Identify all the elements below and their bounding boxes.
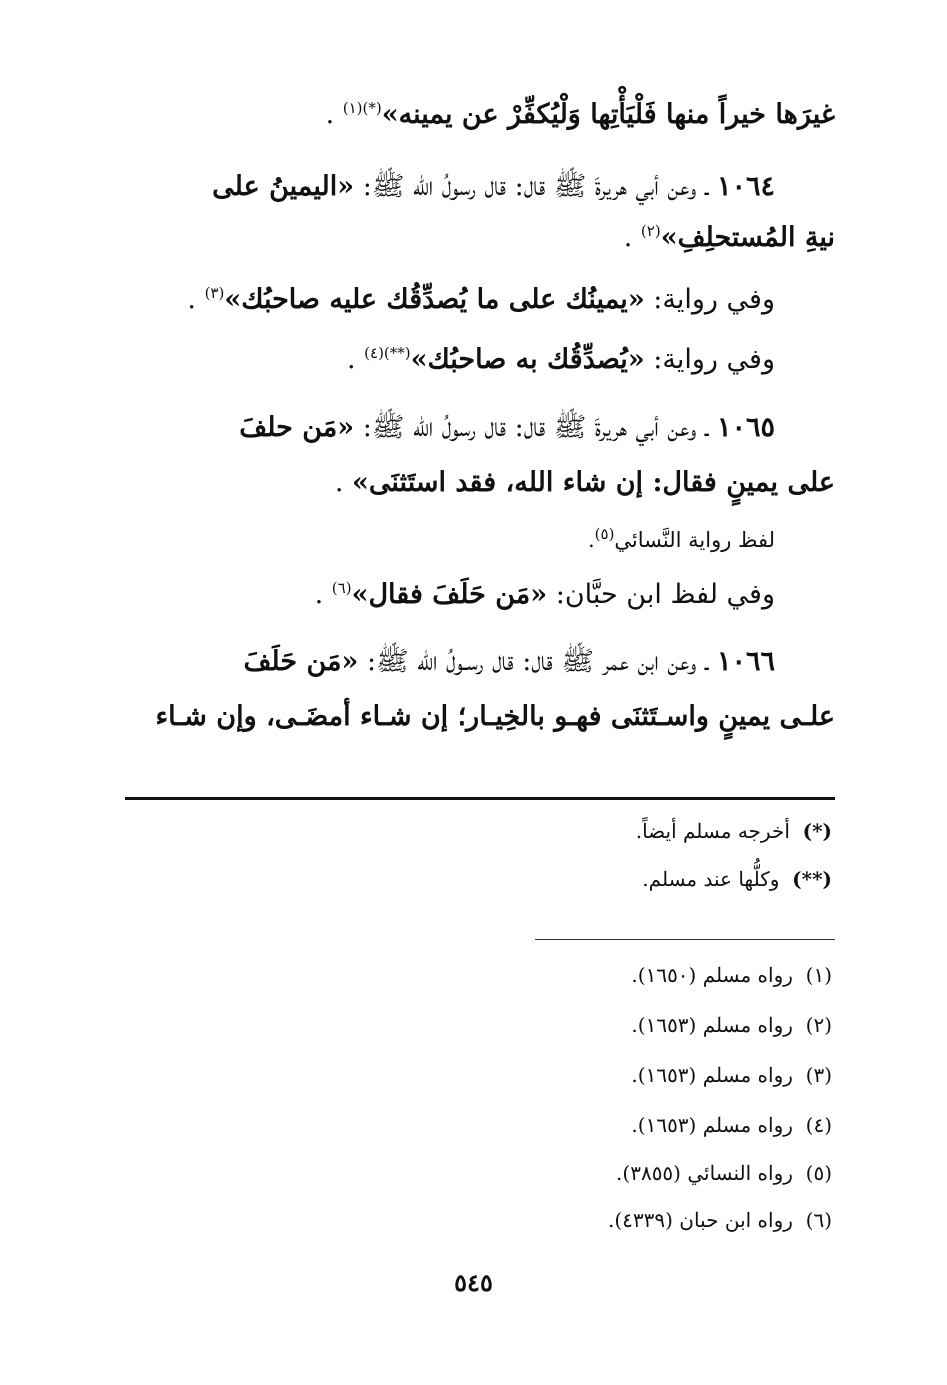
footnote-ref: (*)(١) xyxy=(342,99,382,117)
period: . xyxy=(623,222,633,253)
footnote-ref: (٦) xyxy=(331,579,352,597)
hadith-1065-line-2 xyxy=(335,463,835,503)
riwaya-line-2 xyxy=(347,340,775,380)
nasai-text: لفظ رواية النَّسائي xyxy=(614,528,775,552)
period: . xyxy=(334,467,344,498)
footnote-5 xyxy=(616,1158,832,1188)
period: . xyxy=(587,528,595,552)
period: . xyxy=(187,284,196,315)
hadith-quote: «اليمينُ على xyxy=(212,171,355,202)
footnote-ref: (**)(٤) xyxy=(364,344,411,362)
hadith-1066-line-1 xyxy=(243,642,775,682)
footnote-text: رواه النسائي (٣٨٥٥). xyxy=(616,1161,793,1185)
footnote-short-rule xyxy=(535,939,835,940)
note-star xyxy=(636,816,832,846)
note-text: وكلُّها عند مسلم. xyxy=(642,867,780,891)
note-double-star xyxy=(642,864,832,894)
note-mark: (**) xyxy=(792,867,832,891)
hadith-number: ١٠٦٦ xyxy=(716,646,775,677)
hibban-quote: «مَن حَلَفَ فقال» xyxy=(351,579,548,610)
footnote-2 xyxy=(631,1010,832,1040)
riwaya-intro: وفي رواية: xyxy=(653,284,775,315)
footnote-ref: (٣) xyxy=(204,284,225,302)
hadith-1066-line-2 xyxy=(155,697,835,737)
footnote-separator xyxy=(125,797,835,800)
footnote-text: رواه مسلم (١٦٥٣). xyxy=(631,1113,793,1137)
hadith-text: غيرَها خيراً منها فَلْيَأْتِها وَلْيُكفِّرْ عن يمينه» xyxy=(381,99,835,130)
footnote-text: رواه مسلم (١٦٥٣). xyxy=(631,1013,793,1037)
riwaya-intro: وفي رواية: xyxy=(653,344,775,375)
period: . xyxy=(314,579,324,610)
footnote-3 xyxy=(631,1060,832,1090)
footnote-text: رواه ابن حبان (٤٣٣٩). xyxy=(608,1208,793,1232)
footnote-ref: (٥) xyxy=(594,525,615,543)
nasai-line xyxy=(588,520,775,560)
riwaya-quote: «يمينُك على ما يُصدِّقُك عليه صاحبُك» xyxy=(224,284,645,315)
footnote-number: (٣) xyxy=(805,1063,832,1087)
riwaya-line-1 xyxy=(187,280,775,320)
footnote-ref: (٢) xyxy=(640,222,661,240)
note-text: أخرجه مسلم أيضاً. xyxy=(635,819,790,843)
hadith-text: علـى يمينٍ واسـتَثنَى فهـو بالخِيـار؛ إن شـاء أمضَـى، وإن شـاء xyxy=(155,701,835,732)
footnote-6 xyxy=(608,1205,832,1235)
hadith-1064-line-1 xyxy=(212,167,775,207)
hadith-intro: ـ وعن ابن عمر ﷺ قال: قال رسـولُ الله ﷺ: xyxy=(366,646,709,677)
hibban-line xyxy=(315,575,775,615)
period: . xyxy=(346,344,356,375)
hadith-intro: ـ وعن أبي هريرةَ ﷺ قال: قال رسولُ الله ﷺ: xyxy=(362,412,709,443)
hadith-1065-line-1 xyxy=(239,408,775,448)
riwaya-quote: «يُصدِّقُك به صاحبُك» xyxy=(410,344,645,375)
footnote-text: رواه مسلم (١٦٥٣). xyxy=(631,1063,793,1087)
hadith-text: نيةِ المُستحلِفِ» xyxy=(660,222,835,253)
hadith-number: ١٠٦٤ xyxy=(716,171,775,202)
footnote-1 xyxy=(631,960,832,990)
page-number: ٥٤٥ xyxy=(454,1268,493,1297)
text-line-1 xyxy=(326,95,835,135)
footnote-number: (٥) xyxy=(805,1161,832,1185)
hadith-quote: «مَن حلفَ xyxy=(239,412,355,443)
hadith-number: ١٠٦٥ xyxy=(716,412,775,443)
footnote-number: (٤) xyxy=(805,1113,832,1137)
hadith-quote: «مَن حَلَفَ xyxy=(243,646,359,677)
period: . xyxy=(325,99,335,130)
hadith-1064-line-2 xyxy=(624,218,835,258)
footnote-number: (٦) xyxy=(805,1208,832,1232)
footnote-4 xyxy=(631,1110,832,1140)
footnote-text: رواه مسلم (١٦٥٠). xyxy=(631,963,793,987)
hadith-text: على يمينٍ فقال: إن شاء الله، فقد استَثنَى» xyxy=(352,467,835,498)
footnote-number: (٢) xyxy=(805,1013,832,1037)
hibban-intro: وفي لفظ ابن حبَّان: xyxy=(555,579,775,610)
note-mark: (*) xyxy=(802,819,832,843)
footnote-number: (١) xyxy=(805,963,832,987)
hadith-intro: ـ وعن أبي هريرةَ ﷺ قال: قال رسولُ الله ﷺ: xyxy=(362,171,709,202)
